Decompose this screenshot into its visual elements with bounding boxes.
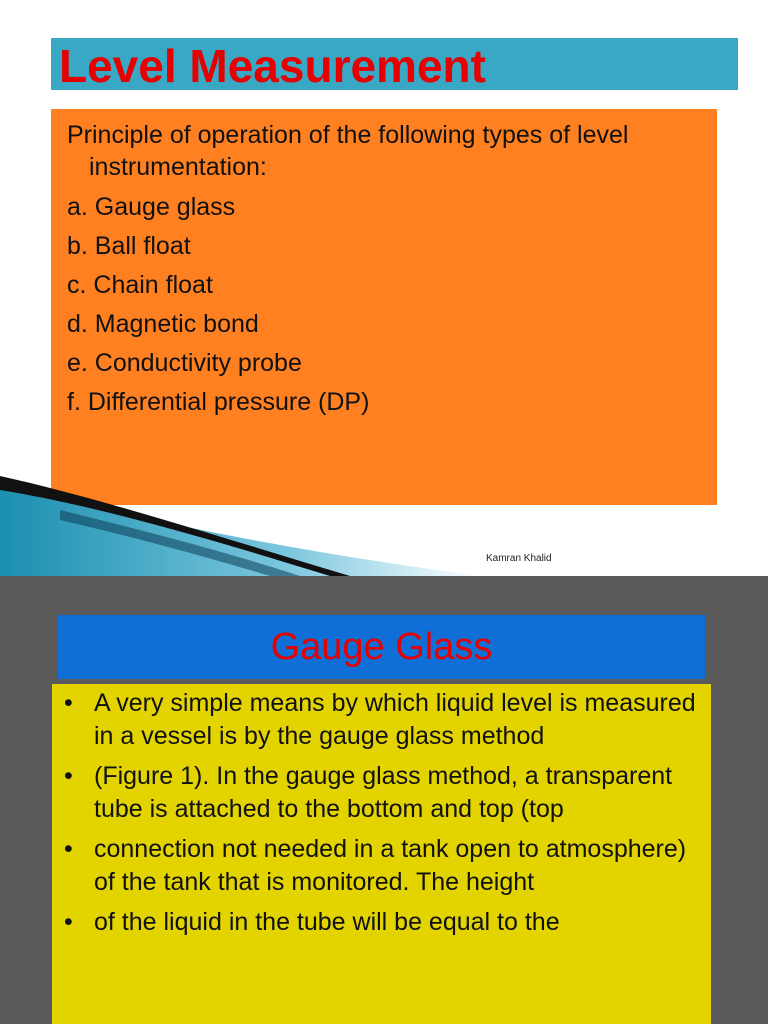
bullet-item [64, 760, 704, 826]
slide-2 [0, 576, 768, 1024]
bullet-list [64, 687, 704, 946]
slide-title: Gauge Glass [270, 625, 493, 668]
bullet-text: connection not needed in a tank open to atmosphere) of the tank that is monitored. The height [94, 835, 687, 896]
instrument-list [67, 119, 707, 422]
bullet-icon: • [64, 835, 73, 863]
bullet-item [64, 906, 704, 939]
list-item: d. Magnetic bond [67, 310, 259, 338]
bullet-item [64, 687, 704, 753]
list-item: f. Differential pressure (DP) [67, 388, 370, 416]
content-box [51, 109, 717, 505]
bullet-item [64, 833, 704, 899]
list-item: a. Gauge glass [67, 193, 236, 221]
bullet-icon: • [64, 908, 73, 936]
title-bar [51, 38, 738, 90]
list-intro: Principle of operation of the following types of level instrumentation: [67, 121, 629, 181]
decorative-swoosh [0, 470, 480, 576]
list-item: b. Ball float [67, 232, 191, 260]
slide-title: Level Measurement [59, 40, 486, 92]
author-credit: Kamran Khalid [486, 553, 552, 564]
bullet-text: (Figure 1). In the gauge glass method, a transparent tube is attached to the bottom and top (top [94, 762, 673, 823]
title-bar [58, 615, 705, 679]
bullet-text: of the liquid in the tube will be equal to the [94, 908, 560, 936]
bullet-text: A very simple means by which liquid level is measured in a vessel is by the gauge glass method [94, 689, 696, 750]
content-box [52, 684, 711, 1024]
bullet-icon: • [64, 689, 73, 717]
list-item: e. Conductivity probe [67, 349, 302, 377]
bullet-icon: • [64, 762, 73, 790]
list-item: c. Chain float [67, 271, 213, 299]
